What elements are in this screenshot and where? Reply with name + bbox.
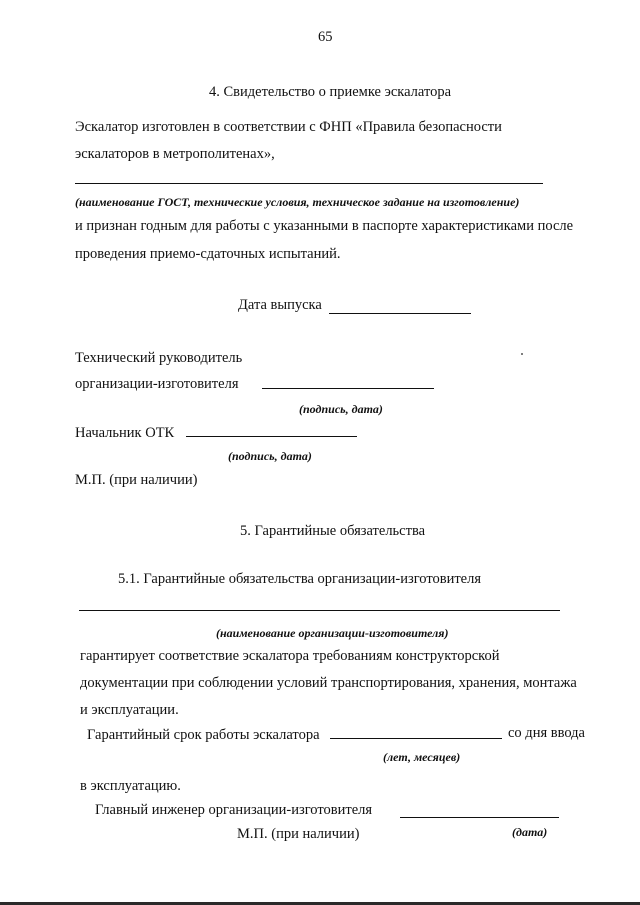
- section-5-1-subtitle: 5.1. Гарантийные обязательства организации-изготовителя: [118, 571, 482, 587]
- section-5-text-line-3: и эксплуатации.: [80, 702, 179, 718]
- standard-blank-line: [75, 183, 543, 184]
- section-4-text-line-3: и признан годным для работы с указанными в паспорте характеристиками после: [75, 218, 574, 234]
- chief-engineer-signature-blank: [400, 817, 559, 818]
- section-5-text-line-2: документации при соблюдении условий транспортирования, хранения, монтажа: [80, 675, 577, 691]
- section-5-title: 5. Гарантийные обязательства: [240, 523, 426, 539]
- section-4-text-line-2: эскалаторов в метрополитенах»,: [75, 146, 275, 162]
- otk-signature-blank: [186, 436, 357, 437]
- section-5-stamp: М.П. (при наличии): [237, 826, 360, 842]
- section-4-text-line-4: проведения приемо-сдаточных испытаний.: [75, 246, 341, 262]
- warranty-period-note: (лет, месяцев): [383, 750, 461, 764]
- section-4-text-line-1: Эскалатор изготовлен в соответствии с ФНП «Правила безопасности: [75, 119, 502, 135]
- scan-speck: [521, 353, 523, 355]
- section-4-title: 4. Свидетельство о приемке эскалатора: [209, 84, 452, 100]
- release-date-label: Дата выпуска: [238, 297, 322, 313]
- tech-head-signature-note: (подпись, дата): [299, 402, 383, 416]
- page-number: 65: [318, 29, 333, 45]
- warranty-period-label: Гарантийный срок работы эскалатора: [87, 727, 320, 743]
- org-name-note: (наименование организации-изготовителя): [216, 626, 449, 640]
- tech-head-label-line-2: организации-изготовителя: [75, 376, 239, 392]
- chief-engineer-label: Главный инженер организации-изготовителя: [95, 802, 373, 818]
- date-note: (дата): [512, 825, 548, 839]
- release-date-blank: [329, 313, 471, 314]
- section-5-text-line-1: гарантирует соответствие эскалатора требованиям конструкторской: [80, 648, 500, 664]
- warranty-period-suffix: со дня ввода: [508, 725, 585, 741]
- tech-head-label-line-1: Технический руководитель: [75, 350, 243, 366]
- section-5-text-line-4: в эксплуатацию.: [80, 778, 181, 794]
- org-name-blank: [79, 610, 560, 611]
- otk-label: Начальник ОТК: [75, 425, 175, 441]
- standard-blank-note: (наименование ГОСТ, технические условия, техническое задание на изготовление): [75, 195, 520, 209]
- otk-signature-note: (подпись, дата): [228, 449, 312, 463]
- tech-head-signature-blank: [262, 388, 434, 389]
- section-4-stamp: М.П. (при наличии): [75, 472, 198, 488]
- warranty-period-blank: [330, 738, 502, 739]
